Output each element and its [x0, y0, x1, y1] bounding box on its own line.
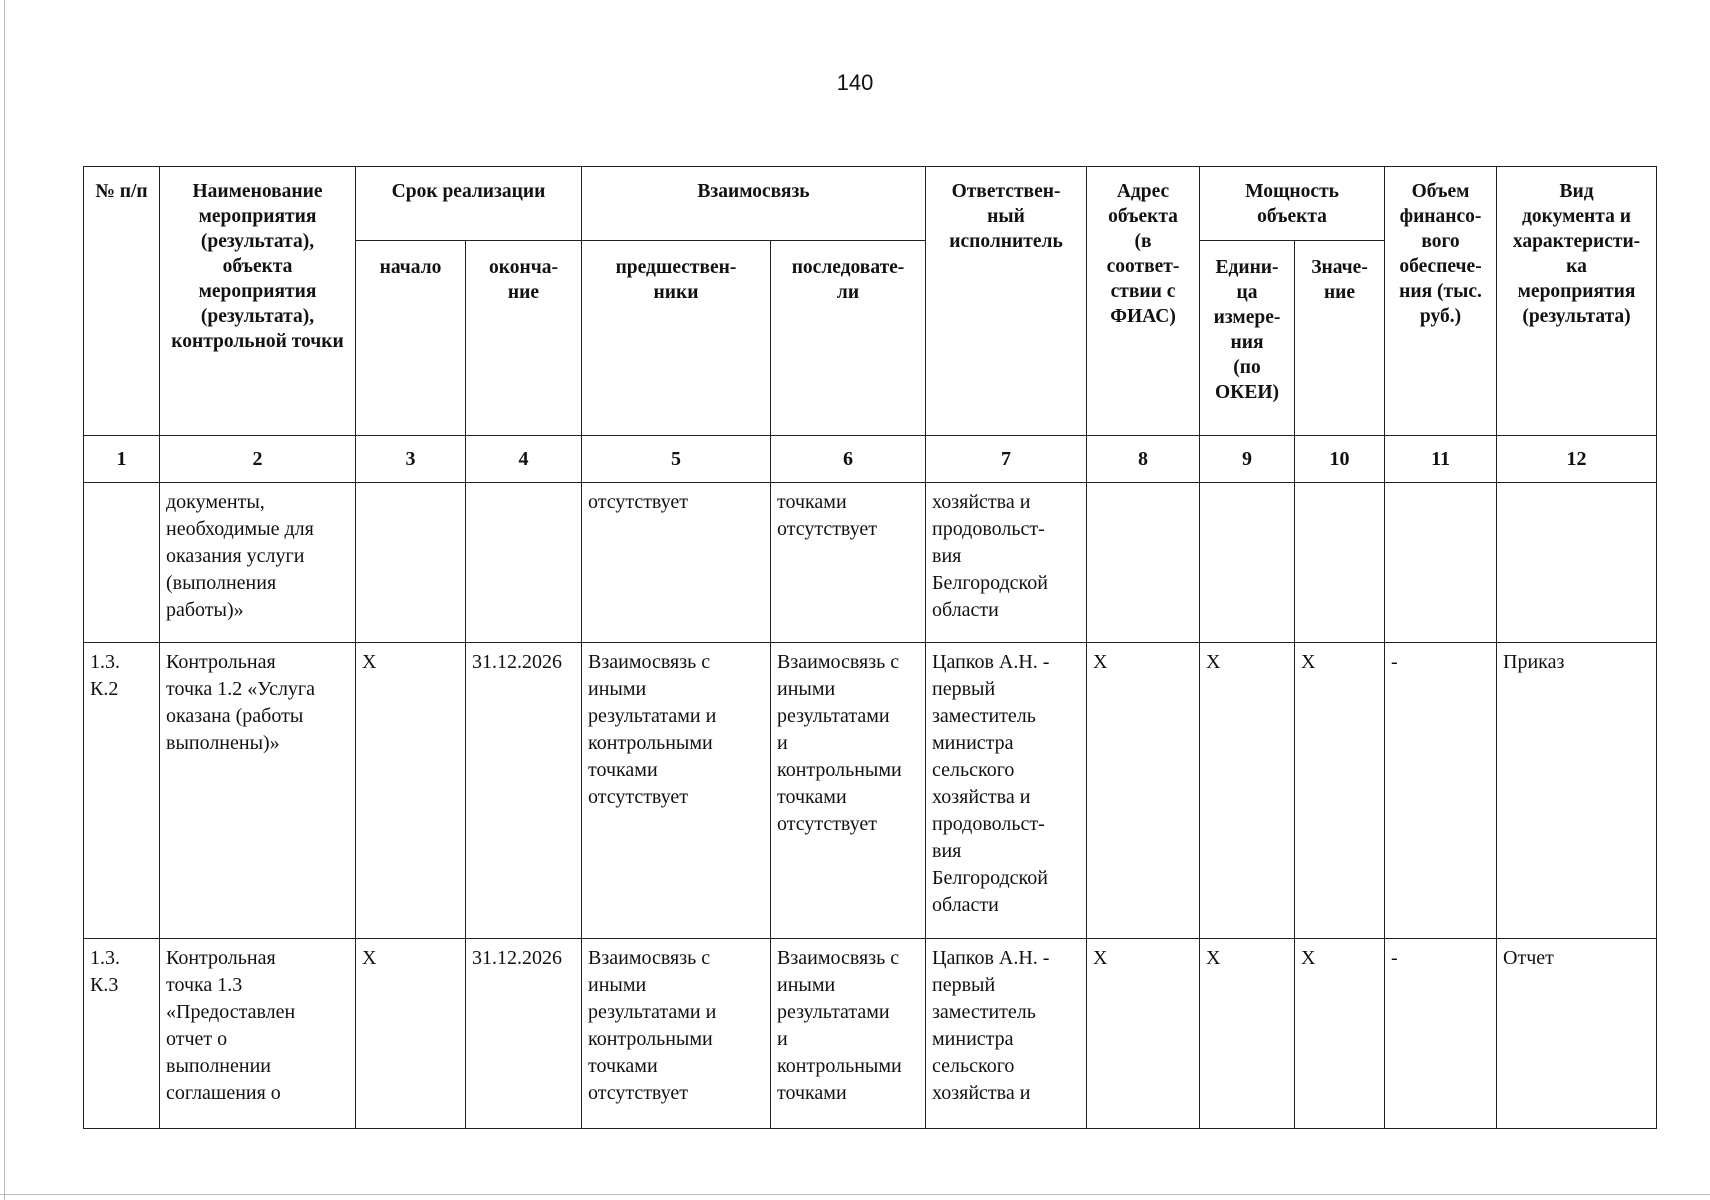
cell-financing: - [1385, 939, 1497, 1129]
cell-value: X [1295, 939, 1385, 1129]
cell-address: X [1087, 643, 1200, 939]
header-srok: Срок реализации [356, 167, 582, 241]
scan-edge-left [4, 0, 5, 1200]
cell-successors: Взаимосвязь с иными результатами и контрольными точками [771, 939, 926, 1129]
cell-address [1087, 483, 1200, 643]
cell-responsible: Цапков А.Н. - первый заместитель министра сельского хозяйства и [926, 939, 1087, 1129]
cell-financing [1385, 483, 1497, 643]
table-row [84, 483, 1657, 643]
cell-end [466, 483, 582, 643]
column-number-row [84, 436, 1657, 483]
cell-value: X [1295, 643, 1385, 939]
cell-predecessors: отсутствует [582, 483, 771, 643]
column-number: 6 [771, 436, 926, 483]
cell-end: 31.12.2026 [466, 939, 582, 1129]
cell-document-type [1497, 483, 1657, 643]
cell-successors: точками отсутствует [771, 483, 926, 643]
cell-unit [1200, 483, 1295, 643]
cell-responsible: хозяйства и продовольст- вия Белгородской области [926, 483, 1087, 643]
header-financing: Объем финансо- вого обеспече- ния (тыс. руб.) [1385, 167, 1497, 436]
cell-predecessors: Взаимосвязь с иными результатами и контрольными точками отсутствует [582, 939, 771, 1129]
cell-start [356, 483, 466, 643]
scan-edge-bottom [0, 1194, 1710, 1195]
column-number: 9 [1200, 436, 1295, 483]
header-address: Адрес объекта (в соответ- ствии с ФИАС) [1087, 167, 1200, 436]
page-number: 140 [836, 70, 874, 95]
cell-responsible: Цапков А.Н. - первый заместитель министра сельского хозяйства и продовольст- вия Белгородской области [926, 643, 1087, 939]
cell-number [84, 483, 160, 643]
cell-successors: Взаимосвязь с иными результатами и контрольными точками отсутствует [771, 643, 926, 939]
column-number: 8 [1087, 436, 1200, 483]
header-number: № п/п [84, 167, 160, 436]
cell-document-type: Приказ [1497, 643, 1657, 939]
cell-document-type: Отчет [1497, 939, 1657, 1129]
table-row [84, 643, 1657, 939]
cell-address: X [1087, 939, 1200, 1129]
header-value: Значе- ние [1295, 241, 1385, 436]
cell-number: 1.3. К.3 [84, 939, 160, 1129]
header-vzaimosvyaz: Взаимосвязь [582, 167, 926, 241]
column-number: 4 [466, 436, 582, 483]
column-number: 5 [582, 436, 771, 483]
column-number: 11 [1385, 436, 1497, 483]
column-number: 7 [926, 436, 1087, 483]
cell-unit: X [1200, 643, 1295, 939]
plan-table [83, 166, 1657, 1129]
column-number: 10 [1295, 436, 1385, 483]
cell-name: Контрольная точка 1.3 «Предоставлен отчет о выполнении соглашения о [160, 939, 356, 1129]
cell-value [1295, 483, 1385, 643]
column-number: 12 [1497, 436, 1657, 483]
header-end: оконча- ние [466, 241, 582, 436]
header-document-type: Вид документа и характеристи- ка мероприятия (результата) [1497, 167, 1657, 436]
cell-start: X [356, 939, 466, 1129]
header-capacity: Мощность объекта [1200, 167, 1385, 241]
cell-start: X [356, 643, 466, 939]
header-predecessors: предшествен- ники [582, 241, 771, 436]
column-number: 2 [160, 436, 356, 483]
header-responsible: Ответствен- ный исполнитель [926, 167, 1087, 436]
cell-name: документы, необходимые для оказания услуги (выполнения работы)» [160, 483, 356, 643]
header-name: Наименование мероприятия (результата), объекта мероприятия (результата), контрольной точки [160, 167, 356, 436]
cell-name: Контрольная точка 1.2 «Услуга оказана (работы выполнены)» [160, 643, 356, 939]
cell-predecessors: Взаимосвязь с иными результатами и контрольными точками отсутствует [582, 643, 771, 939]
column-number: 1 [84, 436, 160, 483]
header-start: начало [356, 241, 466, 436]
column-number: 3 [356, 436, 466, 483]
header-row-top [84, 167, 1657, 241]
header-unit: Едини- ца измере- ния (по ОКЕИ) [1200, 241, 1295, 436]
header-successors: последовате- ли [771, 241, 926, 436]
cell-number: 1.3. К.2 [84, 643, 160, 939]
cell-end: 31.12.2026 [466, 643, 582, 939]
cell-financing: - [1385, 643, 1497, 939]
cell-unit: X [1200, 939, 1295, 1129]
table-row [84, 939, 1657, 1129]
